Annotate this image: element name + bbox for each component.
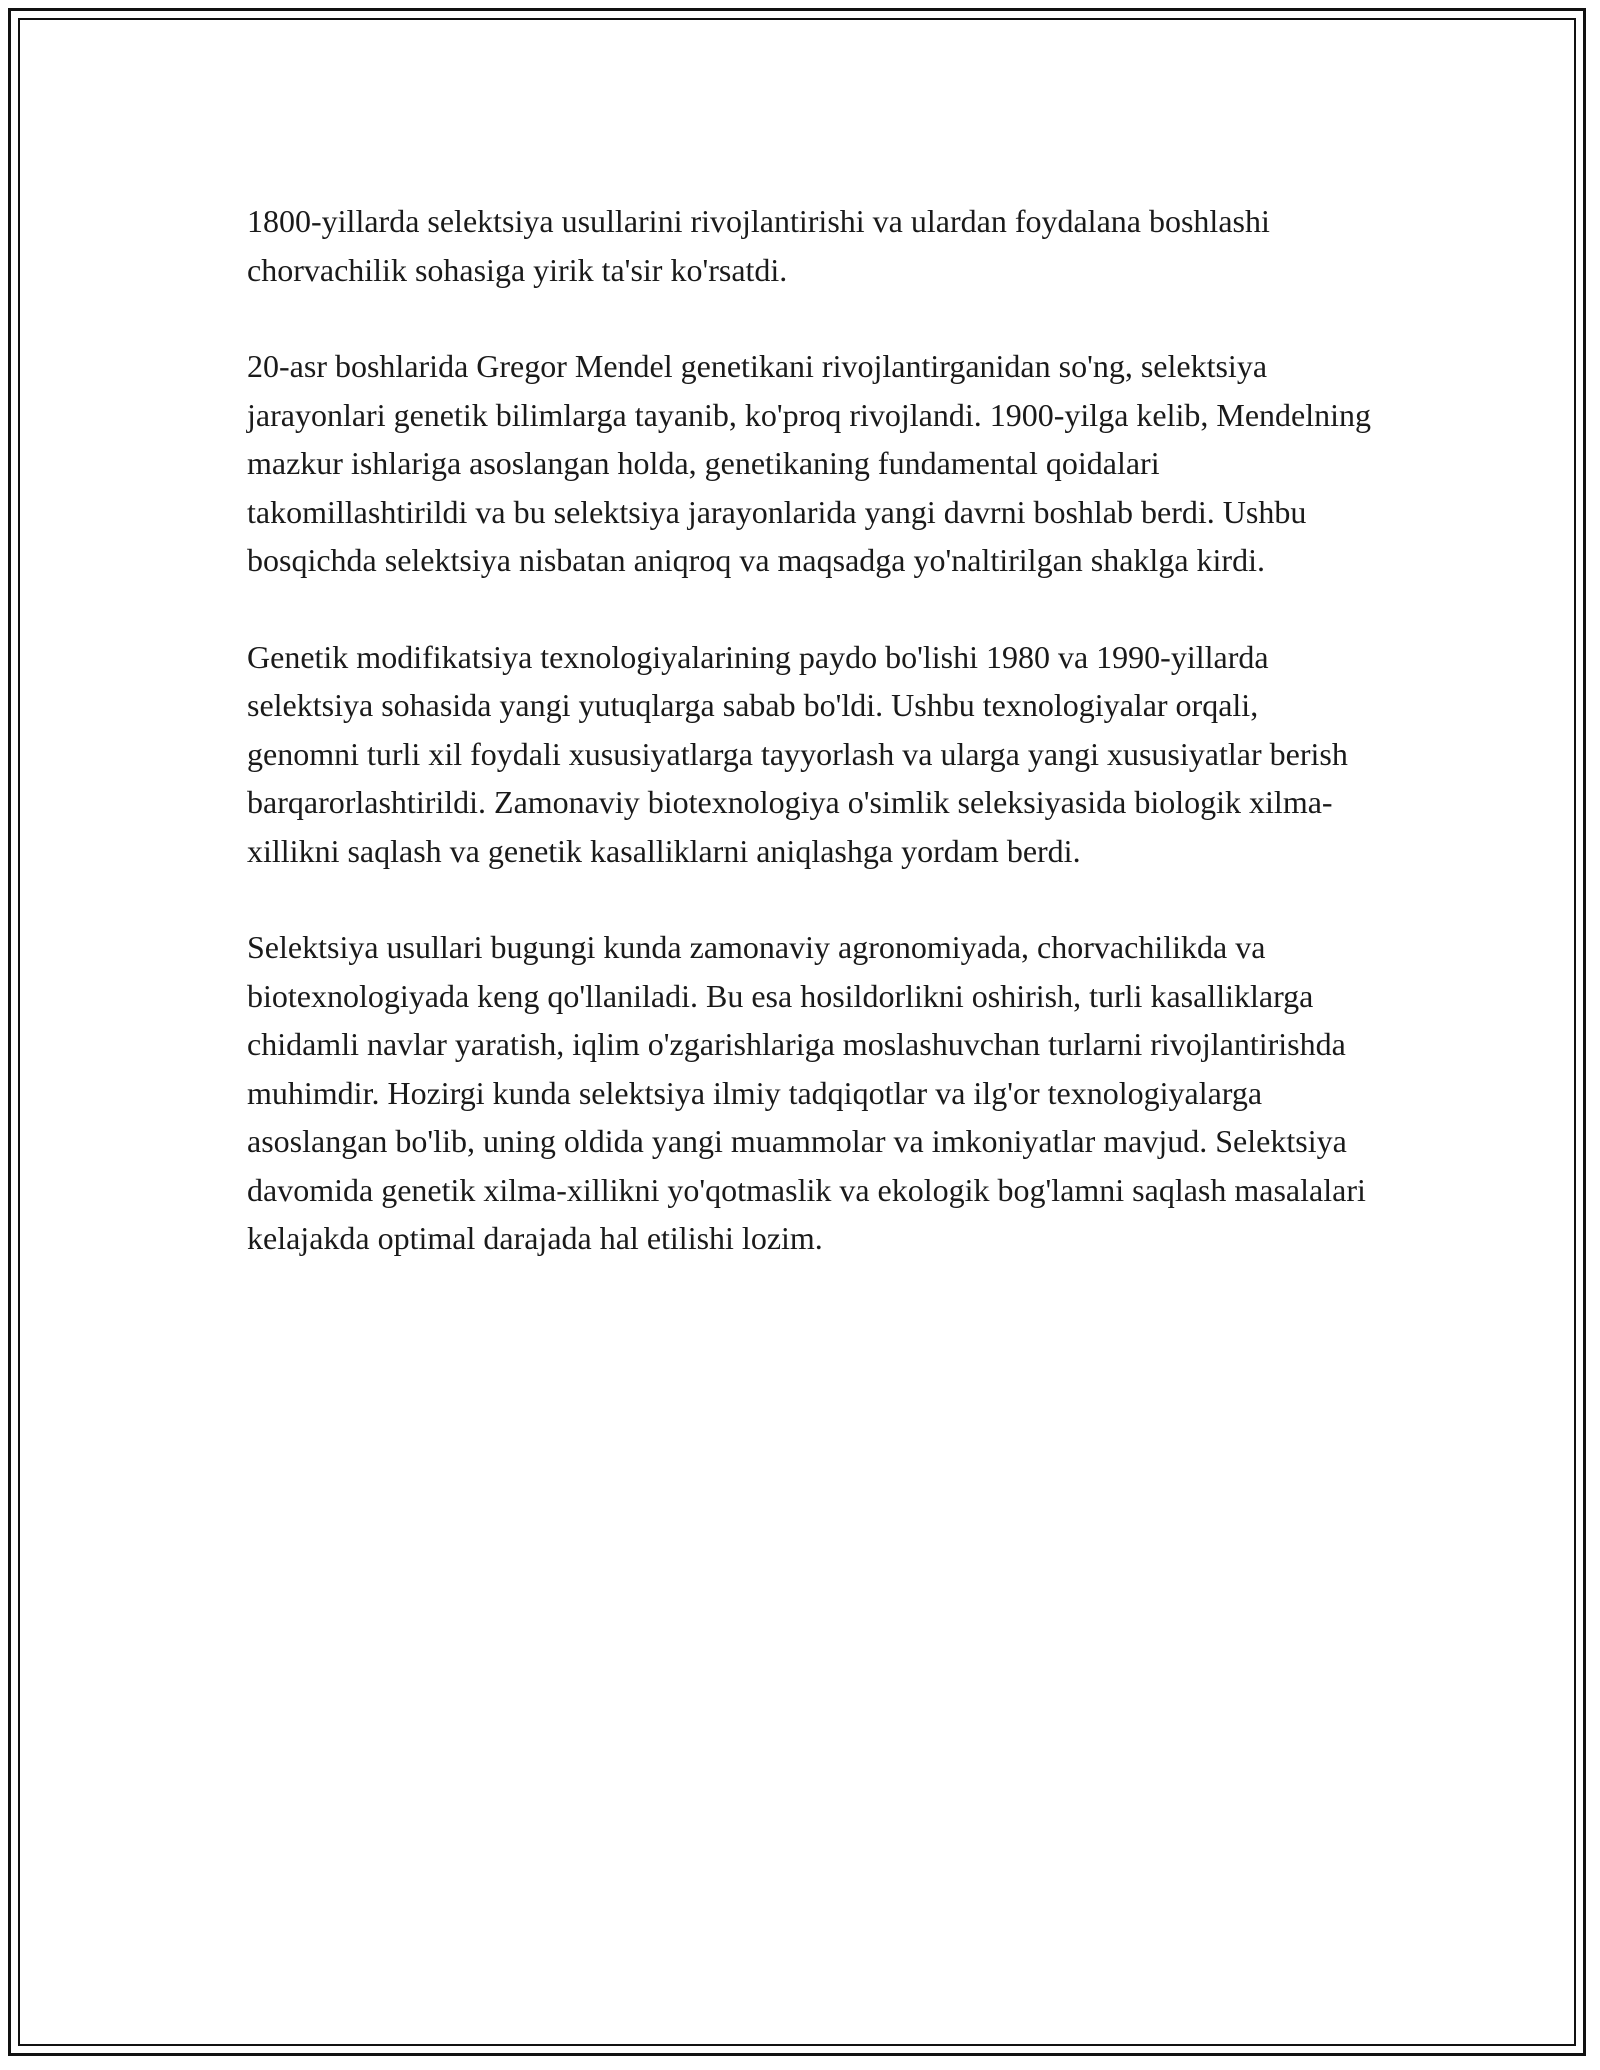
page-frame [8, 8, 1586, 2056]
paragraph-4: Selektsiya usullari bugungi kunda zamonaviy agronomiyada, chorvachilikda va biotexnologiyada keng qo'llaniladi. Bu esa hosildorlikni oshirish, turli kasalliklarga chidamli navlar yaratish, iqlim o'zgarishlariga moslashuvchan turlarni rivojlantirishda muhimdir. Hozirgi kunda selektsiya ilmiy tadqiqotlar va ilg'or texnologiyalarga asoslangan bo'lib, uning oldida yangi muammolar va imkoniyatlar mavjud. Selektsiya davomida genetik xilma-xillikni yo'qotmaslik va ekologik bog'lamni saqlash masalalari kelajakda optimal darajada hal etilishi lozim. [247, 929, 1366, 1256]
paragraph-1: 1800-yillarda selektsiya usullarini rivojlantirishi va ulardan foydalana boshlashi chorvachilik sohasiga yirik ta'sir ko'rsatdi. [247, 203, 1270, 288]
document-body [247, 197, 1377, 1311]
paragraph-2: 20-asr boshlarida Gregor Mendel genetikani rivojlantirganidan so'ng, selektsiya jarayonlari genetik bilimlarga tayanib, ko'proq rivojlandi. 1900-yilga kelib, Mendelning mazkur ishlariga asoslangan holda, genetikaning fundamental qoidalari takomillashtirildi va bu selektsiya jarayonlarida yangi davrni boshlab berdi. Ushbu bosqichda selektsiya nisbatan aniqroq va maqsadga yo'naltirilgan shaklga kirdi. [247, 348, 1372, 578]
paragraph-3: Genetik modifikatsiya texnologiyalarining paydo bo'lishi 1980 va 1990-yillarda selektsiya sohasida yangi yutuqlarga sabab bo'ldi. Ushbu texnologiyalar orqali, genomni turli xil foydali xususiyatlarga tayyorlash va ularga yangi xususiyatlar berish barqarorlashtirildi. Zamonaviy biotexnologiya o'simlik seleksiyasida biologik xilma-xillikni saqlash va genetik kasalliklarni aniqlashga yordam berdi. [247, 638, 1348, 869]
